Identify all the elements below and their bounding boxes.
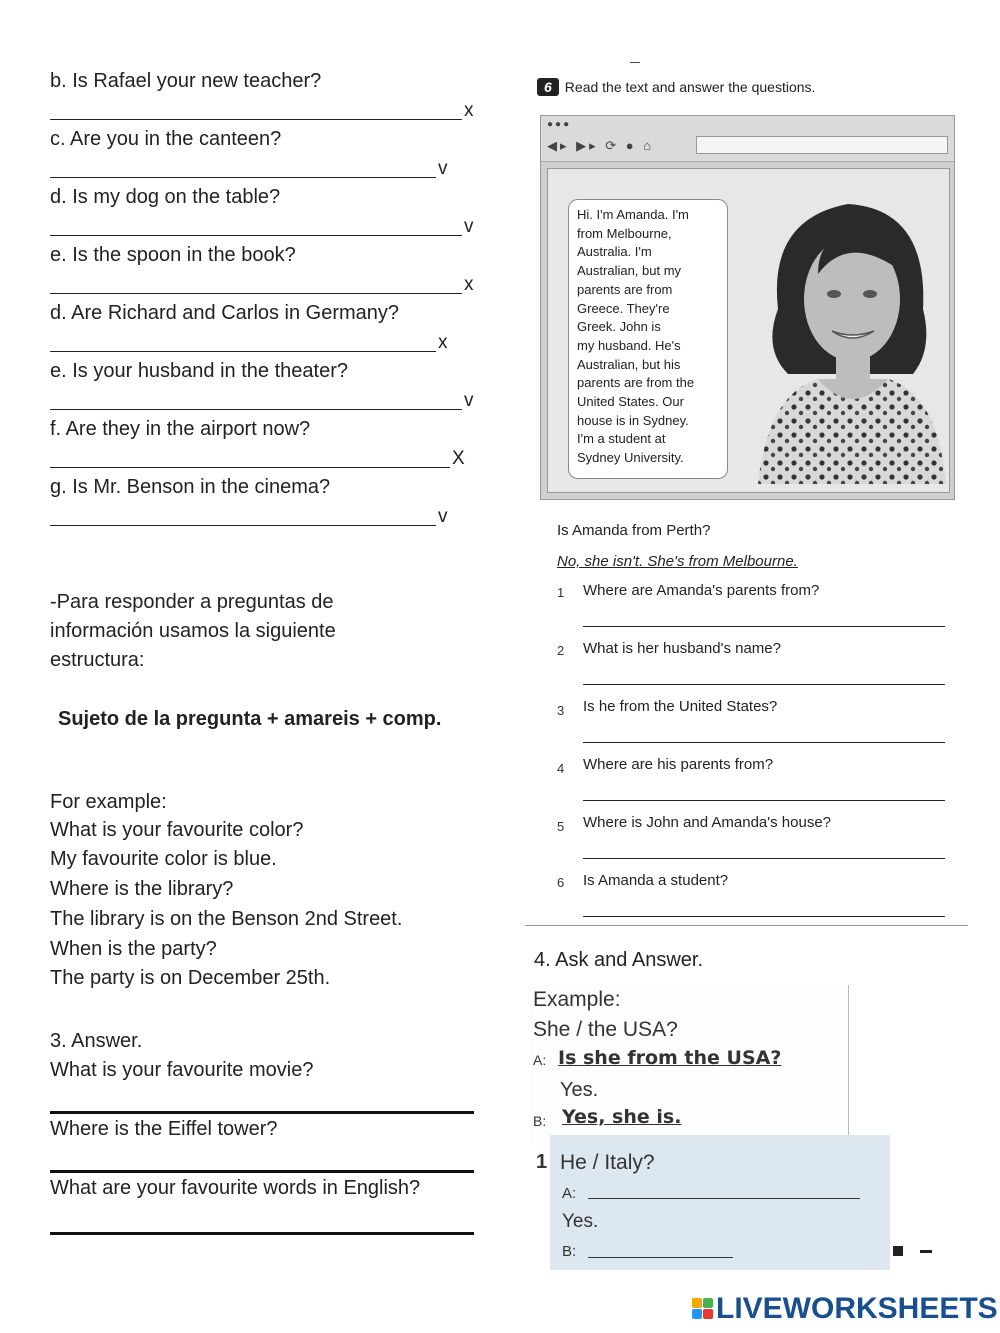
question-number: 3 [557, 703, 565, 718]
examples-heading: For example: [50, 791, 167, 813]
question-d2: d. Are Richard and Carlos in Germany? [50, 302, 400, 324]
browser-toolbar [541, 116, 954, 162]
question-e2: e. Is your husband in the theater? [50, 360, 348, 382]
example-line: When is the party? [50, 938, 217, 960]
scan-speck [920, 1250, 932, 1253]
answer-line-b[interactable] [50, 100, 474, 120]
answer-line-g[interactable] [50, 506, 448, 526]
info-intro-line1: -Para responder a preguntas de [50, 591, 334, 613]
reading-question-1: Where are Amanda's parents from? [583, 582, 820, 599]
reading-answer-line-1[interactable] [583, 626, 945, 627]
answer-line-c[interactable] [50, 158, 448, 178]
card-item1-a-line[interactable] [588, 1198, 860, 1199]
card-b-label: B: [533, 1113, 547, 1129]
answer-line-e[interactable] [50, 274, 474, 294]
section3-title: 3. Answer. [50, 1030, 143, 1052]
question-b: b. Is Rafael your new teacher? [50, 70, 322, 92]
speech-line: Australian, but his [577, 356, 681, 372]
exercise6-instruction: Read the text and answer the questions. [564, 79, 816, 95]
card-item1-yes: Yes. [562, 1211, 599, 1232]
scan-speck [893, 1246, 903, 1256]
question-e: e. Is the spoon in the book? [50, 244, 296, 266]
structure-formula: Sujeto de la pregunta + amareis + comp. [58, 708, 442, 730]
reading-answer-line-4[interactable] [583, 800, 945, 801]
reading-question-2: What is her husband's name? [583, 640, 781, 657]
answer-mark: x [464, 274, 474, 295]
speech-line: Australia. I'm [577, 244, 652, 260]
card-prompt: She / the USA? [533, 1018, 678, 1041]
answer-line-d2[interactable] [50, 332, 448, 352]
exercise6-heading [537, 78, 815, 96]
section3-question-1: What is your favourite movie? [50, 1059, 314, 1081]
speech-line: Sydney University. [577, 450, 684, 466]
speech-line: from Melbourne, [577, 225, 672, 241]
answer-field-1[interactable] [50, 1111, 474, 1114]
card-item1-b-label: B: [562, 1243, 577, 1260]
reading-answer-line-5[interactable] [583, 858, 945, 859]
reading-question-4: Where are his parents from? [583, 756, 774, 773]
example-line: The party is on December 25th. [50, 967, 331, 989]
woman-photo [748, 179, 948, 484]
section3-question-3: What are your favourite words in English? [50, 1177, 421, 1199]
section-divider [525, 925, 968, 926]
card-example-label: Example: [533, 988, 621, 1011]
question-number: 1 [557, 585, 565, 600]
scan-mark [630, 62, 640, 63]
liveworksheets-logo [692, 1292, 998, 1326]
example-line: My favourite color is blue. [50, 848, 277, 870]
browser-window-illustration [540, 115, 955, 500]
reading-question-6: Is Amanda a student? [583, 872, 729, 889]
speech-line: Hi. I'm Amanda. I'm [577, 207, 689, 222]
example-answer: No, she isn't. She's from Melbourne. [557, 553, 798, 570]
example-line: What is your favourite color? [50, 819, 304, 841]
answer-mark: x [464, 100, 474, 121]
speech-line: my husband. He's [577, 337, 681, 353]
section3-question-2: Where is the Eiffel tower? [50, 1118, 278, 1140]
address-bar [696, 136, 948, 154]
example-line: Where is the library? [50, 878, 234, 900]
browser-content [547, 168, 950, 493]
question-c: c. Are you in the canteen? [50, 128, 282, 150]
answer-mark: X [452, 448, 465, 469]
logo-icon [692, 1298, 714, 1320]
logo-text: LIVEWORKSHEETS [716, 1292, 998, 1325]
question-f: f. Are they in the airport now? [50, 418, 311, 440]
question-number: 6 [557, 875, 565, 890]
speech-line: house is in Sydney. [577, 412, 689, 428]
info-intro-line3: estructura: [50, 649, 145, 671]
section4-title: 4. Ask and Answer. [534, 949, 703, 971]
question-g: g. Is Mr. Benson in the cinema? [50, 476, 331, 498]
card-a-answer: Is she from the USA? [558, 1047, 782, 1069]
answer-mark: v [438, 158, 448, 179]
answer-mark: x [438, 332, 448, 353]
speech-bubble [568, 199, 728, 479]
answer-field-2[interactable] [50, 1170, 474, 1173]
info-intro-line2: información usamos la siguiente [50, 620, 336, 642]
speech-line: Australian, but my [577, 263, 682, 279]
speech-line: parents are from the [577, 375, 695, 391]
card-item1-b-line[interactable] [588, 1257, 733, 1258]
speech-line: Greek. John is [577, 319, 661, 335]
card-item1-num: 1 [536, 1151, 548, 1173]
example-question: Is Amanda from Perth? [557, 522, 711, 539]
answer-field-3[interactable] [50, 1232, 474, 1235]
reading-question-5: Where is John and Amanda's house? [583, 814, 832, 831]
ask-answer-card [530, 985, 890, 1275]
answer-line-d[interactable] [50, 216, 474, 236]
card-item1-prompt: He / Italy? [560, 1151, 655, 1174]
speech-line: United States. Our [577, 394, 684, 410]
card-item1-a-label: A: [562, 1185, 577, 1202]
speech-line: parents are from [577, 281, 673, 297]
reading-answer-line-3[interactable] [583, 742, 945, 743]
answer-mark: v [438, 506, 448, 527]
nav-arrows-icon: ◀▸ ▶▸ ⟳ ● ⌂ [547, 138, 655, 153]
window-buttons-icon: ●●● [547, 119, 572, 130]
answer-line-e2[interactable] [50, 390, 474, 410]
speech-line: I'm a student at [577, 431, 666, 447]
question-number: 2 [557, 643, 565, 658]
example-line: The library is on the Benson 2nd Street. [50, 908, 403, 930]
card-a-label: A: [533, 1052, 547, 1068]
card-yes: Yes. [560, 1079, 599, 1101]
answer-line-f[interactable] [50, 448, 465, 468]
question-d: d. Is my dog on the table? [50, 186, 281, 208]
reading-answer-line-6[interactable] [583, 916, 945, 917]
exercise-number-badge: 6 [537, 78, 559, 96]
speech-line: Greece. They're [577, 300, 670, 316]
card-b-answer: Yes, she is. [562, 1106, 682, 1128]
reading-question-3: Is he from the United States? [583, 698, 778, 715]
reading-answer-line-2[interactable] [583, 684, 945, 685]
question-number: 4 [557, 761, 565, 776]
question-number: 5 [557, 819, 565, 834]
answer-mark: v [464, 390, 474, 411]
answer-mark: v [464, 216, 474, 237]
